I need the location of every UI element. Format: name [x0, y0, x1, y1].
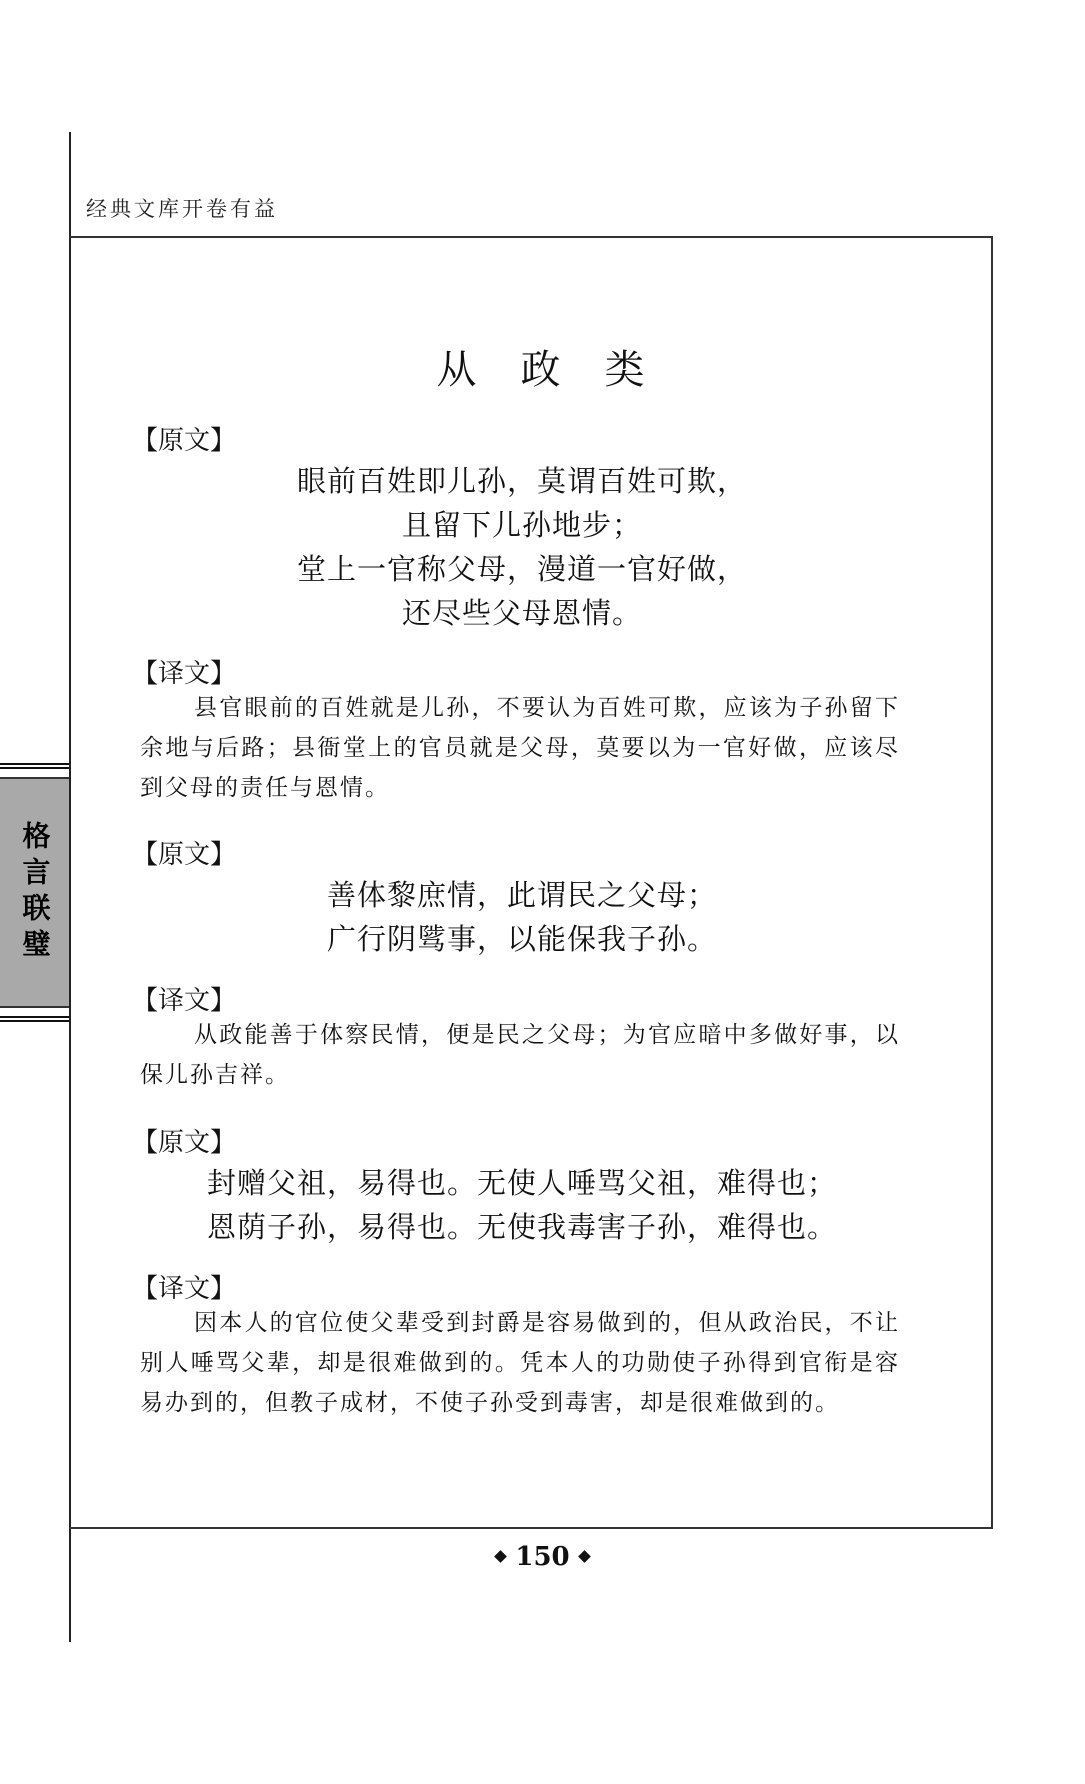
verse-line: 且留下儿孙地步；: [401, 508, 642, 542]
running-head: 经典文库开卷有益: [86, 197, 278, 221]
verse-line: 堂上一官称父母，漫道一官好做，: [296, 552, 747, 586]
side-tab-label: 格言联璧: [18, 820, 52, 965]
side-tab: [0, 763, 69, 1022]
section-title: 从政类: [436, 347, 689, 393]
verse-line: 封赠父祖，易得也。无使人唾骂父祖，难得也；: [206, 1166, 837, 1200]
verse-line: 眼前百姓即儿孙，莫谓百姓可欺，: [296, 464, 747, 498]
original-label: 【原文】: [132, 840, 237, 870]
translation-text: 因本人的官位使父辈受到封爵是容易做到的，但从政治民，不让别人唾骂父辈，却是很难做到的。凭本人的功勋使子孙得到官衔是容易办到的，但教子成材，不使子孙受到毒害，却是很难做到的。: [140, 1310, 900, 1416]
verse-line: 恩荫子孙，易得也。无使我毒害子孙，难得也。: [206, 1210, 837, 1244]
original-verse: [132, 1161, 912, 1249]
page-number-footer: [0, 1542, 1085, 1572]
translation-label: 【译文】: [132, 986, 237, 1016]
verse-line: 还尽些父母恩情。: [401, 596, 642, 630]
verse-line: 善体黎庶情，此谓民之父母；: [326, 878, 717, 912]
verse-line: 广行阴骘事，以能保我子孙。: [326, 922, 717, 956]
translation-label: 【译文】: [132, 659, 237, 689]
original-verse: [132, 873, 912, 961]
original-verse: [132, 459, 912, 635]
original-label: 【原文】: [132, 1128, 237, 1158]
translation-text: 从政能善于体察民情，便是民之父母；为官应暗中多做好事，以保儿孙吉祥。: [140, 1022, 900, 1088]
page-number: 150: [515, 1542, 570, 1572]
original-label: 【原文】: [132, 426, 237, 456]
diamond-ornament-icon: [578, 1550, 591, 1563]
translation-label: 【译文】: [132, 1274, 237, 1304]
diamond-ornament-icon: [494, 1550, 507, 1563]
translation-text: 县官眼前的百姓就是儿孙，不要认为百姓可欺，应该为子孙留下余地与后路；县衙堂上的官员就是父母，莫要以为一官好做，应该尽到父母的责任与恩情。: [140, 695, 900, 801]
side-tab-panel: [0, 777, 69, 1008]
